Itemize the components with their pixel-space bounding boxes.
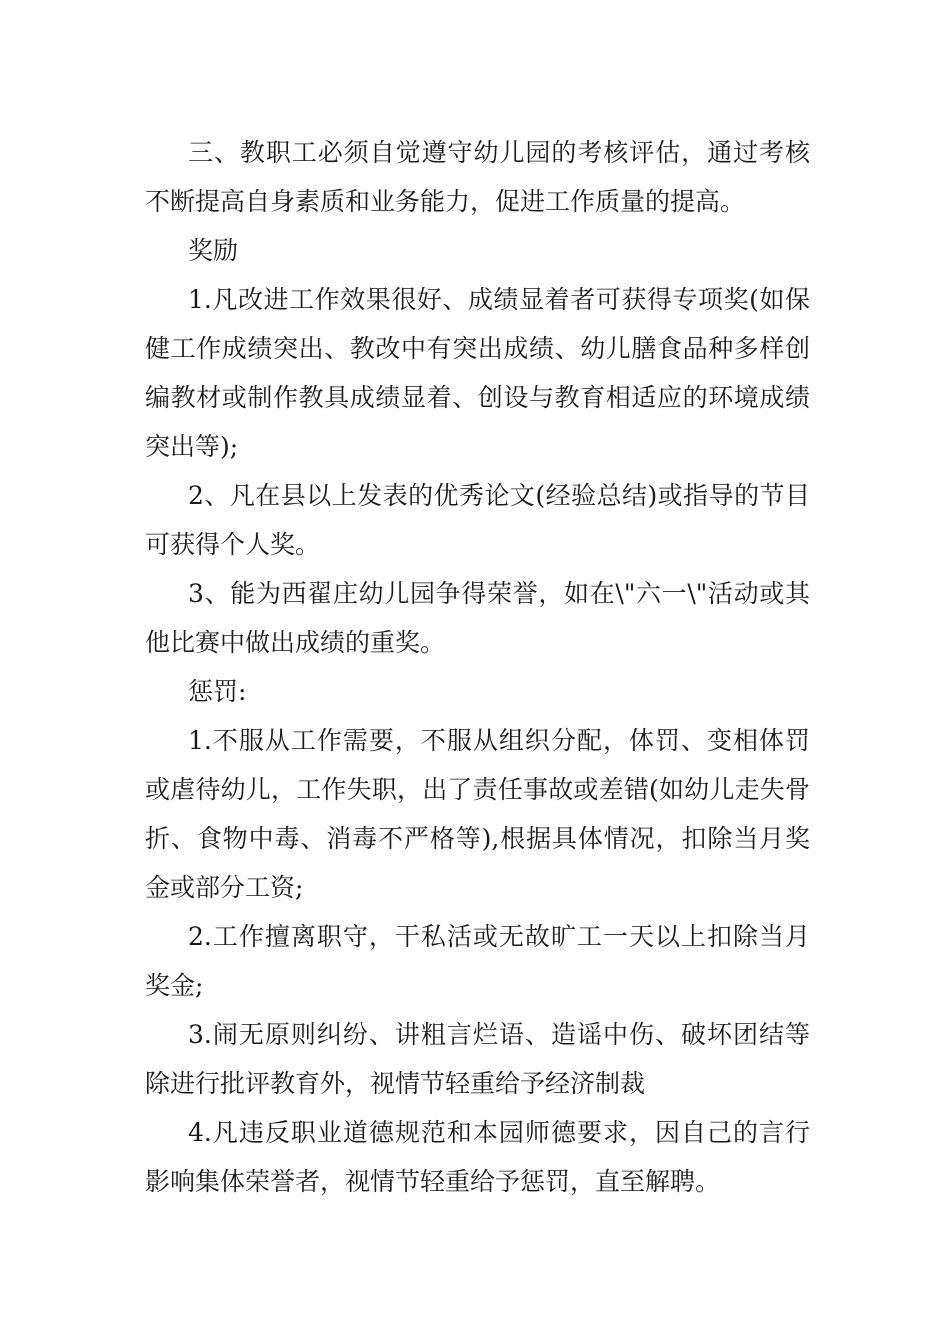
heading-rewards: 奖励 bbox=[188, 236, 239, 265]
heading-penalties: 惩罚: bbox=[188, 677, 247, 706]
paragraph-penalty-3: 3.闹无原则纠纷、讲粗言烂语、造谣中伤、破坏团结等除进行批评教育外，视情节轻重给予经济制裁 bbox=[145, 1020, 810, 1098]
paragraph-reward-1: 1.凡改进工作效果很好、成绩显着者可获得专项奖(如保健工作成绩突出、教改中有突出成绩、幼儿膳食品种多样创编教材或制作教具成绩显着、创设与教育相适应的环境成绩突出等); bbox=[145, 285, 810, 461]
paragraph-reward-2: 2、凡在县以上发表的优秀论文(经验总结)或指导的节目可获得个人奖。 bbox=[145, 481, 810, 559]
paragraph-penalty-1: 1.不服从工作需要，不服从组织分配，体罚、变相体罚或虐待幼儿，工作失职，出了责任事故或差错(如幼儿走失骨折、食物中毒、消毒不严格等),根据具体情况，扣除当月奖金或部分工资; bbox=[145, 726, 810, 902]
paragraph-penalty-2: 2.工作擅离职守，干私活或无故旷工一天以上扣除当月奖金; bbox=[145, 922, 810, 1000]
paragraph-assessment: 三、教职工必须自觉遵守幼儿园的考核评估，通过考核不断提高自身素质和业务能力，促进工作质量的提高。 bbox=[145, 138, 810, 216]
paragraph-penalty-4: 4.凡违反职业道德规范和本园师德要求，因自己的言行影响集体荣誉者，视情节轻重给予惩罚，直至解聘。 bbox=[145, 1118, 810, 1196]
document-body bbox=[145, 128, 810, 1206]
paragraph-reward-3: 3、能为西翟庄幼儿园争得荣誉，如在\"六一\"活动或其他比赛中做出成绩的重奖。 bbox=[145, 579, 810, 657]
